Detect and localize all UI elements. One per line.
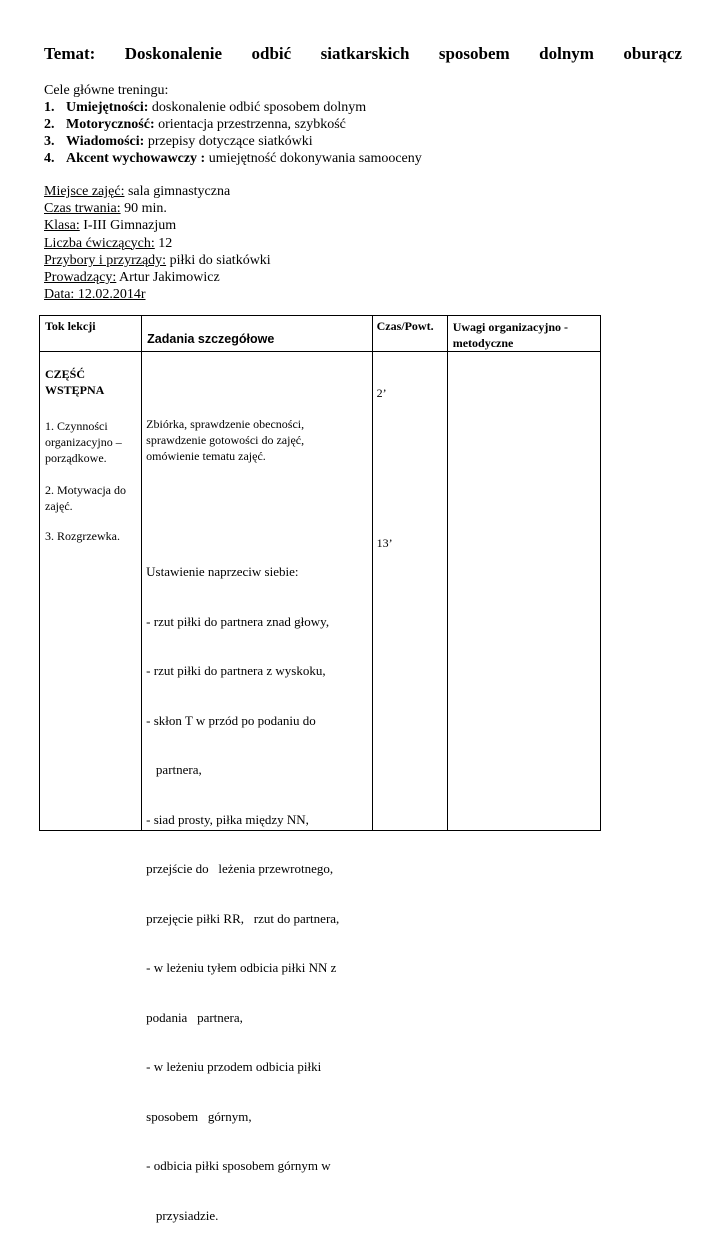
goal-label: Motoryczność: (66, 117, 155, 132)
step-line: porządkowe. (45, 451, 107, 465)
goal-text: umiejętność dokonywania samooceny (205, 151, 422, 166)
section-title (45, 366, 104, 398)
title-word: sposobem (438, 44, 510, 63)
tasks-organizational (146, 416, 370, 464)
task-line: sprawdzenie gotowości do zajęć, (146, 433, 305, 447)
cell-zadania (142, 352, 372, 1223)
goal-text: orientacja przestrzenna, szybkość (154, 117, 346, 132)
info-label: Liczba ćwiczących: (44, 235, 155, 251)
task-line: sposobem górnym, (146, 1108, 252, 1124)
goal-item (44, 150, 422, 167)
task-line: przejście do leżenia przewrotnego, (146, 861, 334, 876)
header-uwagi: Uwagi organizacyjno - metodyczne (452, 320, 569, 350)
task-line: Zbiórka, sprawdzenie obecności, (146, 417, 305, 431)
goal-text: przepisy dotyczące siatkówki (144, 134, 313, 149)
info-value: piłki do siatkówki (166, 252, 271, 268)
title-word: Temat: (44, 44, 96, 63)
goal-label: Wiadomości: (66, 134, 145, 149)
cell-czas (372, 352, 447, 831)
info-label: Klasa: (44, 218, 80, 234)
table-header-row (40, 316, 601, 352)
task-line: - rzut piłki do partnera znad głowy, (146, 613, 330, 629)
goal-label: Umiejętności: (66, 100, 149, 115)
title-word: odbić (251, 44, 292, 63)
title-word: dolnym (539, 44, 594, 63)
task-line: - rzut piłki do partnera z wyskoku, (146, 663, 326, 678)
step-line: zajęć. (45, 499, 73, 513)
goal-text: doskonalenie odbić sposobem dolnym (148, 100, 367, 115)
info-label: Miejsce zajęć: (44, 184, 125, 199)
info-label: Prowadzący: (44, 270, 117, 286)
training-goals (44, 82, 422, 167)
goal-label: Akcent wychowawczy : (66, 151, 206, 166)
info-label: Data: 12.02.2014r (44, 287, 146, 303)
task-line: - siad prosty, piłka między NN, (146, 811, 309, 827)
goal-number: 4. (44, 151, 55, 166)
task-line: - w leżeniu tyłem odbicia piłki NN z (146, 960, 337, 975)
info-label: Przybory i przyrządy: (44, 252, 167, 268)
info-label: Czas trwania: (44, 201, 121, 217)
time-value: 2’ (376, 386, 387, 400)
info-value: sala gimnastyczna (124, 184, 231, 199)
step-line: organizacyjno – (45, 435, 122, 449)
info-row (44, 252, 271, 269)
goal-number: 1. (44, 100, 55, 115)
header-cell-uwagi (447, 316, 600, 352)
info-row (44, 269, 271, 286)
goal-number: 3. (44, 134, 55, 149)
goal-number: 2. (44, 117, 55, 132)
task-line: omówienie tematu zajęć. (146, 449, 266, 463)
info-row (44, 235, 271, 252)
goal-item (44, 99, 422, 116)
step-line: 2. Motywacja do (45, 483, 126, 497)
cell-tok-lekcji (40, 352, 142, 831)
title-word: siatkarskich (320, 44, 410, 63)
header-cell-czas (372, 316, 447, 352)
title-word: oburącz (623, 44, 682, 63)
table-row (40, 352, 601, 831)
task-line: przejęcie piłki RR, rzut do partnera, (146, 910, 340, 926)
task-line: Ustawienie naprzeciw siebie: (146, 564, 299, 579)
info-row (44, 183, 271, 200)
info-row (44, 286, 271, 303)
header-cell-tok (40, 316, 142, 352)
info-value: I-III Gimnazjum (79, 218, 177, 234)
info-row (44, 217, 271, 234)
header-czas: Czas/Powt. (376, 319, 434, 333)
task-line: - odbicia piłki sposobem górnym w (146, 1158, 331, 1173)
header-zadania: Zadania szczegółowe (147, 332, 275, 346)
section-title-line: WSTĘPNA (45, 383, 105, 397)
step-line: 1. Czynności (45, 419, 108, 433)
info-value: 90 min. (120, 201, 167, 217)
task-line: podania partnera, (146, 1009, 243, 1025)
lesson-title (44, 43, 682, 65)
section-title-line: CZĘŚĆ (45, 367, 86, 381)
step-warmup: 3. Rozgrzewka. (45, 529, 120, 543)
task-line: przysiadzie. (146, 1207, 219, 1223)
title-word: Doskonalenie (124, 44, 223, 63)
cell-uwagi (447, 352, 600, 831)
info-value: 12 (154, 235, 173, 251)
step-motivation (45, 482, 126, 514)
goal-item (44, 133, 422, 150)
task-line: - skłon T w przód po podaniu do (146, 712, 316, 728)
info-row (44, 200, 271, 217)
goals-intro: Cele główne treningu: (44, 83, 169, 98)
task-line: - w leżeniu przodem odbicia piłki (146, 1059, 322, 1074)
info-value: Artur Jakimowicz (116, 270, 220, 286)
lesson-table (39, 315, 601, 1223)
lesson-info (44, 183, 271, 303)
task-line: partnera, (146, 762, 202, 777)
step-organizational (45, 418, 122, 466)
goal-item (44, 116, 422, 133)
tasks-warmup (146, 531, 372, 1257)
header-tok-lekcji: Tok lekcji (45, 319, 96, 333)
time-value: 13’ (376, 536, 393, 550)
header-cell-zadania (142, 316, 372, 352)
